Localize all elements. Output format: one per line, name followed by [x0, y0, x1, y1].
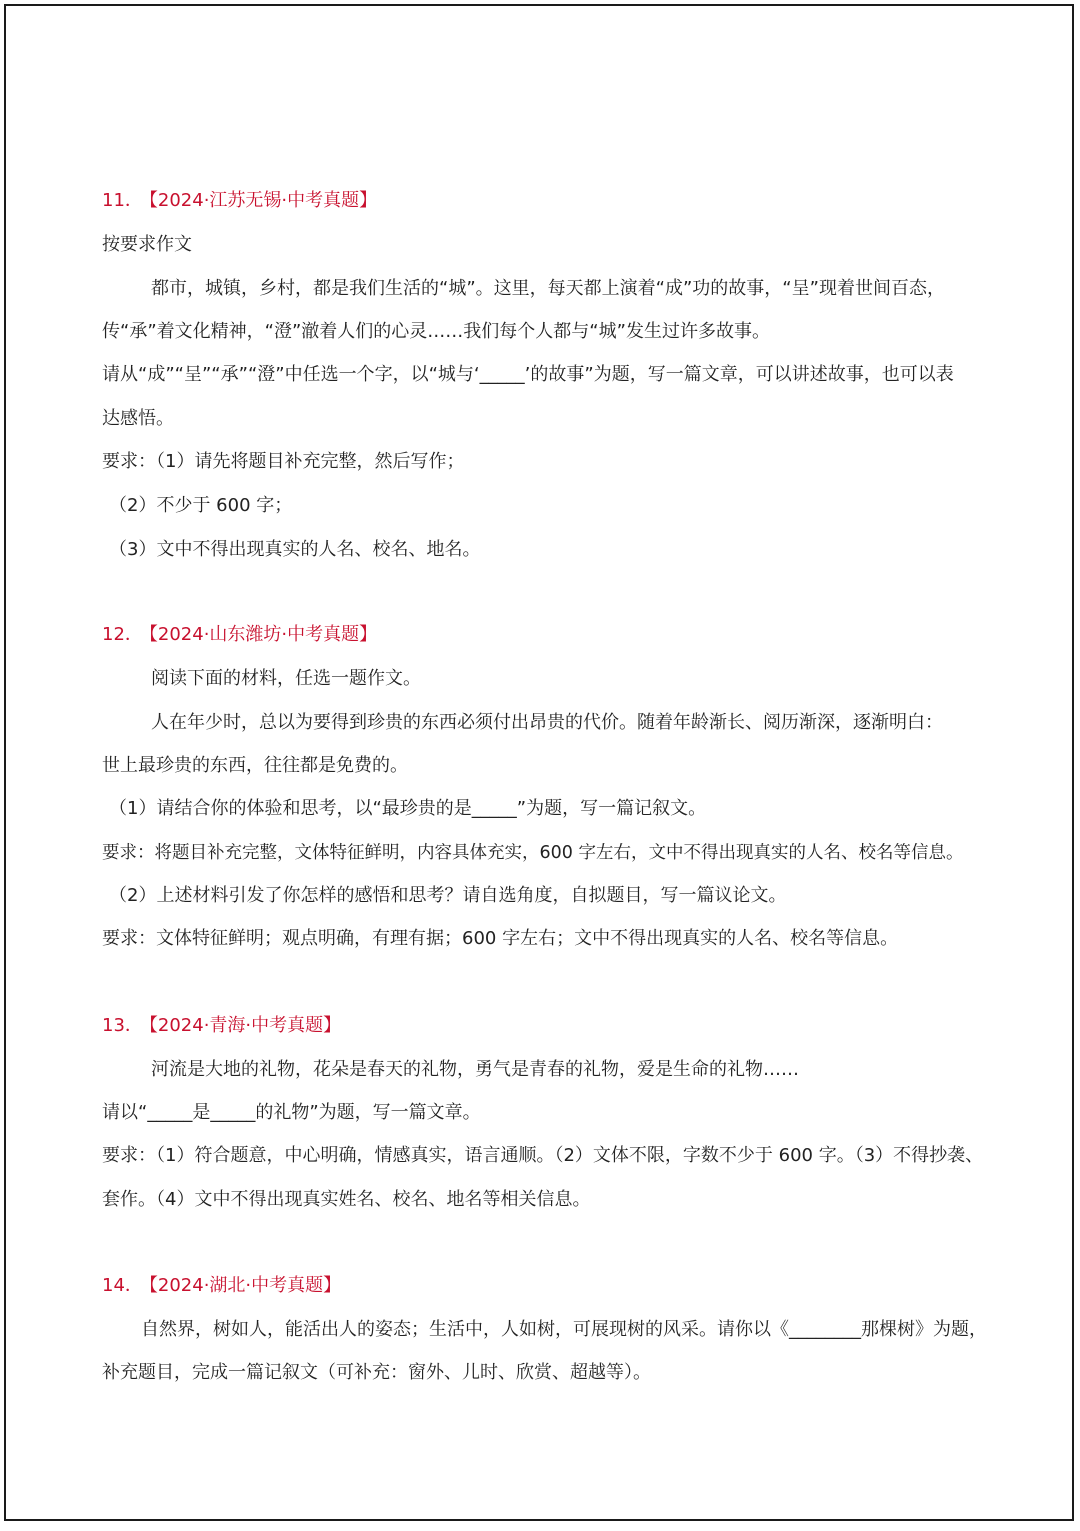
requirement-line: 套作。（4）文中不得出现真实姓名、校名、地名等相关信息。: [102, 1189, 591, 1210]
question-text-line: 河流是大地的礼物，花朵是春天的礼物，勇气是青春的礼物，爱是生命的礼物……: [151, 1059, 799, 1080]
question-11-heading: [102, 189, 377, 213]
document-page: [4, 4, 1074, 1521]
question-text-line: 达感悟。: [102, 408, 174, 429]
question-text-line: 请从“成”“呈”“承”“澄”中任选一个字，以“城与‘_____’的故事”为题，写一篇文章，可以讲述故事，也可以表: [102, 364, 954, 385]
question-number: 14．: [102, 1275, 143, 1296]
question-number: 13．: [102, 1015, 143, 1036]
question-number: 11．: [102, 190, 143, 211]
question-source: 【2024·江苏无锡·中考真题】: [148, 190, 378, 211]
question-text-line: 世上最珍贵的东西，往往都是免费的。: [102, 755, 408, 776]
question-source: 【2024·青海·中考真题】: [148, 1015, 342, 1036]
question-14-heading: [102, 1274, 341, 1298]
question-12-heading: [102, 623, 377, 647]
requirement-line: 要求：（1）请先将题目补充完整，然后写作；: [102, 451, 465, 472]
question-text-line: 传“承”着文化精神，“澄”澈着人们的心灵……我们每个人都与“城”发生过许多故事。: [102, 321, 770, 342]
requirement-line: 要求：文体特征鲜明；观点明确，有理有据；600 字左右；文中不得出现真实的人名、校名等信息。: [102, 928, 899, 949]
question-text-line: 自然界，树如人，能活出人的姿态；生活中，人如树，可展现树的风采。请你以《________那棵树》为题，: [141, 1319, 987, 1340]
question-text-line: 按要求作文: [102, 234, 192, 255]
question-source: 【2024·山东潍坊·中考真题】: [148, 624, 378, 645]
question-text-line: 人在年少时，总以为要得到珍贵的东西必须付出昂贵的代价。随着年龄渐长、阅历渐深，逐渐明白：: [151, 712, 943, 733]
question-text-line: （2）上述材料引发了你怎样的感悟和思考？请自选角度，自拟题目，写一篇议论文。: [109, 885, 787, 906]
question-source: 【2024·湖北·中考真题】: [148, 1275, 342, 1296]
question-text-line: 请以“_____是_____的礼物”为题，写一篇文章。: [102, 1102, 481, 1123]
requirement-line: （2）不少于 600 字；: [109, 495, 293, 516]
requirement-line: 要求：将题目补充完整，文体特征鲜明，内容具体充实，600 字左右，文中不得出现真实的人名、校名等信息。: [102, 843, 964, 863]
requirement-line: （3）文中不得出现真实的人名、校名、地名。: [109, 539, 481, 560]
question-text-line: （1）请结合你的体验和思考，以“最珍贵的是_____”为题，写一篇记叙文。: [109, 798, 707, 819]
question-text-line: 阅读下面的材料，任选一题作文。: [151, 668, 421, 689]
question-13-heading: [102, 1014, 341, 1038]
question-text-line: 都市，城镇，乡村，都是我们生活的“城”。这里，每天都上演着“成”功的故事，“呈”现着世间百态，: [151, 278, 945, 299]
question-number: 12．: [102, 624, 143, 645]
requirement-line: 要求：（1）符合题意，中心明确，情感真实，语言通顺。（2）文体不限，字数不少于 600 字。（3）不得抄袭、: [102, 1145, 984, 1166]
question-text-line: 补充题目，完成一篇记叙文（可补充：窗外、儿时、欣赏、超越等）。: [102, 1362, 651, 1383]
